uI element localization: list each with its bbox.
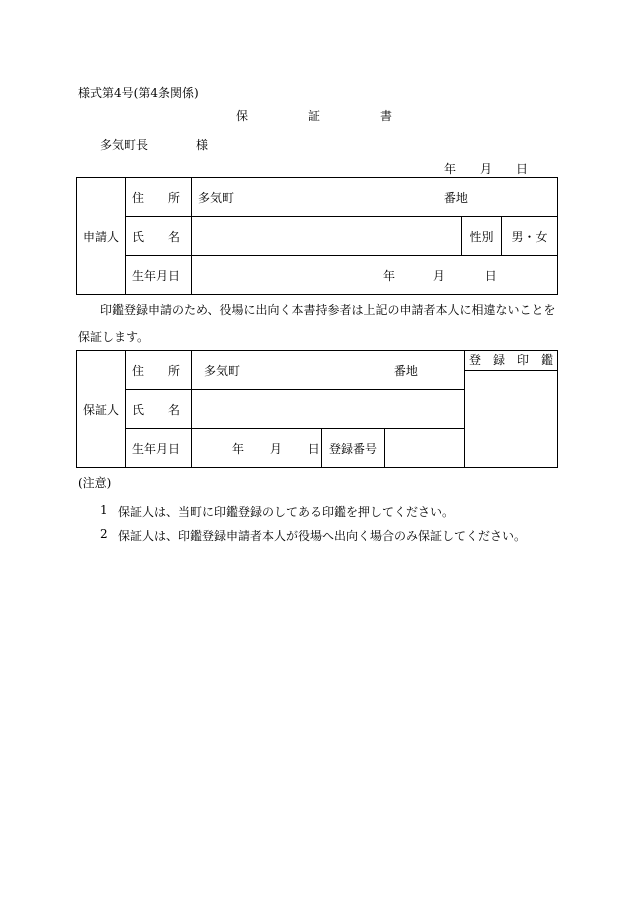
applicant-name-field[interactable] <box>192 217 462 256</box>
applicant-address-suffix: 番地 <box>443 190 468 205</box>
guarantor-address-field[interactable] <box>192 351 465 390</box>
form-number: 様式第4号(第4条関係) <box>78 86 199 100</box>
applicant-table <box>76 177 558 295</box>
date-month: 月 <box>480 162 493 176</box>
guarantor-birth-year: 年 <box>232 441 245 456</box>
applicant-birth-day: 日 <box>484 268 497 283</box>
guarantor-reg-no-label: 登録番号 <box>322 429 385 468</box>
addressee-name: 多気町長 <box>100 138 149 152</box>
applicant-section-label: 申請人 <box>77 178 126 295</box>
note-number: 1 <box>100 503 108 517</box>
applicant-address-label: 住 所 <box>126 178 192 217</box>
applicant-address-town: 多気町 <box>198 190 235 205</box>
guarantor-seal-box[interactable] <box>465 351 558 468</box>
applicant-name-label: 氏 名 <box>126 217 192 256</box>
guarantor-table <box>76 350 558 468</box>
statement-line-1: 印鑑登録申請のため、役場に出向く本書持参者は上記の申請者本人に相違ないことを <box>100 303 556 317</box>
applicant-address-field[interactable] <box>192 178 558 217</box>
applicant-birth-year: 年 <box>383 268 396 283</box>
guarantor-birth-label: 生年月日 <box>126 429 192 468</box>
guarantor-reg-no-field[interactable] <box>385 429 465 468</box>
date-year: 年 <box>444 162 457 176</box>
notes-heading: (注意) <box>78 476 112 490</box>
title-char-1: 保 <box>236 109 249 123</box>
guarantor-address-suffix: 番地 <box>393 363 418 378</box>
statement-line-2: 保証します。 <box>78 330 150 344</box>
guarantor-section-label: 保証人 <box>77 351 126 468</box>
guarantor-address-label: 住 所 <box>126 351 192 390</box>
applicant-birth-field[interactable] <box>192 256 558 295</box>
applicant-birth-month: 月 <box>432 268 445 283</box>
guarantor-address-town: 多気町 <box>204 363 241 378</box>
title-char-2: 証 <box>308 109 321 123</box>
date-day: 日 <box>516 162 529 176</box>
note-text: 保証人は、当町に印鑑登録のしてある印鑑を押してください。 <box>118 505 455 519</box>
applicant-sex-label: 性別 <box>462 217 502 256</box>
applicant-sex-options[interactable]: 男・女 <box>502 217 558 256</box>
addressee-honorific: 様 <box>196 138 209 152</box>
title-char-3: 書 <box>380 109 393 123</box>
guarantor-birth-day: 日 <box>307 441 320 456</box>
guarantor-birth-field[interactable] <box>192 429 322 468</box>
guarantor-birth-month: 月 <box>269 441 282 456</box>
guarantor-name-field[interactable] <box>192 390 465 429</box>
guarantor-seal-label: 登 録 印 鑑 <box>465 351 557 371</box>
note-number: 2 <box>100 527 108 541</box>
applicant-birth-label: 生年月日 <box>126 256 192 295</box>
guarantor-name-label: 氏 名 <box>126 390 192 429</box>
note-text: 保証人は、印鑑登録申請者本人が役場へ出向く場合のみ保証してください。 <box>118 529 527 543</box>
